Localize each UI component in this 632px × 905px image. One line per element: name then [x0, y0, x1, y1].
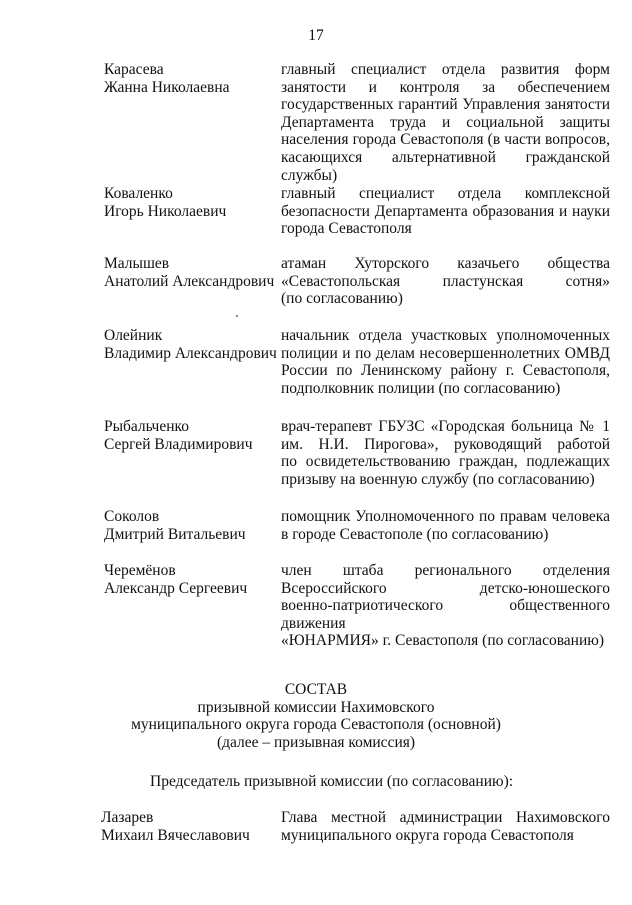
chair-role [281, 809, 610, 844]
member-surname: Рыбальченко [104, 418, 190, 435]
member-name [104, 327, 284, 362]
role-line: полиции и по делам несовершеннолетних ОМВД [281, 344, 610, 362]
role-line: Департамента труда и социальной защиты [281, 113, 610, 131]
member-name [104, 418, 284, 453]
composition-line-3: (далее – призывная комиссия) [216, 734, 416, 751]
composition-title: СОСТАВ [284, 681, 348, 698]
chair-name [101, 809, 281, 844]
chair-given-names: Михаил Вячеславович [101, 826, 250, 844]
role-line: (по согласованию) [281, 290, 403, 308]
role-line: «Севастопольская пластунская сотня» [281, 272, 610, 290]
member-surname: Соколов [104, 508, 160, 525]
member-given-names: Анатолий Александрович [104, 272, 275, 290]
role-line: главный специалист отдела развития форм [281, 61, 610, 78]
member-role [281, 508, 610, 543]
member-given-names: Александр Сергеевич [104, 579, 248, 597]
chair-heading: Председатель призывной комиссии (по согласованию): [150, 773, 514, 790]
role-line: призыву на военную службу (по согласованию) [281, 470, 595, 488]
member-given-names: Жанна Николаевна [104, 78, 230, 96]
role-line: им. Н.И. Пирогова», руководящий работой [281, 435, 610, 453]
role-line: «ЮНАРМИЯ» г. Севастополя (по согласованию) [281, 632, 605, 650]
member-name [104, 185, 284, 220]
role-line: касающихся альтернативной гражданской службы) [281, 148, 610, 184]
member-role [281, 327, 610, 397]
member-name [104, 508, 284, 543]
member-given-names: Владимир Александрович [104, 344, 277, 362]
role-line: атаман Хуторского казачьего общества [281, 255, 610, 272]
role-line: главный специалист отдела комплексной [281, 185, 610, 202]
member-given-names: Дмитрий Витальевич [104, 525, 246, 543]
role-line: по освидетельствованию граждан, подлежащих [281, 453, 610, 471]
role-line: муниципального округа города Севастополя [281, 826, 574, 844]
role-line: в городе Севастополе (по согласованию) [281, 525, 549, 543]
role-line: начальник отдела участковых уполномоченных [281, 327, 610, 344]
role-line: подполковник полиции (по согласованию) [281, 379, 561, 397]
page-number: 17 [308, 27, 324, 44]
member-given-names: Игорь Николаевич [104, 202, 227, 220]
stray-dot-mark [236, 315, 238, 317]
role-line: безопасности Департамента образования и науки [281, 202, 610, 220]
role-line: помощник Уполномоченного по правам человека [281, 508, 610, 525]
composition-line-2: муниципального округа города Севастополя (основной) [131, 716, 501, 733]
member-name [104, 562, 284, 597]
member-name [104, 255, 284, 290]
role-line: населения города Севастополя (в части вопросов, [281, 131, 610, 149]
role-line: Всероссийского детско-юношеского [281, 579, 610, 597]
role-line: занятости и контроля за обеспечением [281, 78, 610, 96]
member-surname: Черемёнов [104, 562, 176, 579]
member-role [281, 61, 610, 184]
member-role [281, 255, 610, 308]
member-name [104, 61, 284, 96]
member-role [281, 185, 610, 238]
member-surname: Карасева [104, 61, 164, 78]
member-surname: Коваленко [104, 185, 173, 202]
role-line: врач-терапевт ГБУЗС «Городская больница № 1 [281, 418, 610, 435]
role-line: города Севастополя [281, 220, 412, 238]
role-line: России по Ленинскому району г. Севастополя, [281, 362, 610, 380]
role-line: член штаба регионального отделения [281, 562, 610, 579]
role-line: государственных гарантий Управления занятости [281, 96, 610, 114]
member-role [281, 562, 610, 650]
composition-line-1: призывной комиссии Нахимовского [197, 699, 435, 716]
member-given-names: Сергей Владимирович [104, 435, 253, 453]
role-line: военно-патриотического общественного движения [281, 597, 610, 632]
member-surname: Олейник [104, 327, 163, 344]
chair-surname: Лазарев [101, 809, 154, 826]
role-line: Глава местной администрации Нахимовского [281, 809, 610, 826]
member-surname: Малышев [104, 255, 170, 272]
member-role [281, 418, 610, 488]
